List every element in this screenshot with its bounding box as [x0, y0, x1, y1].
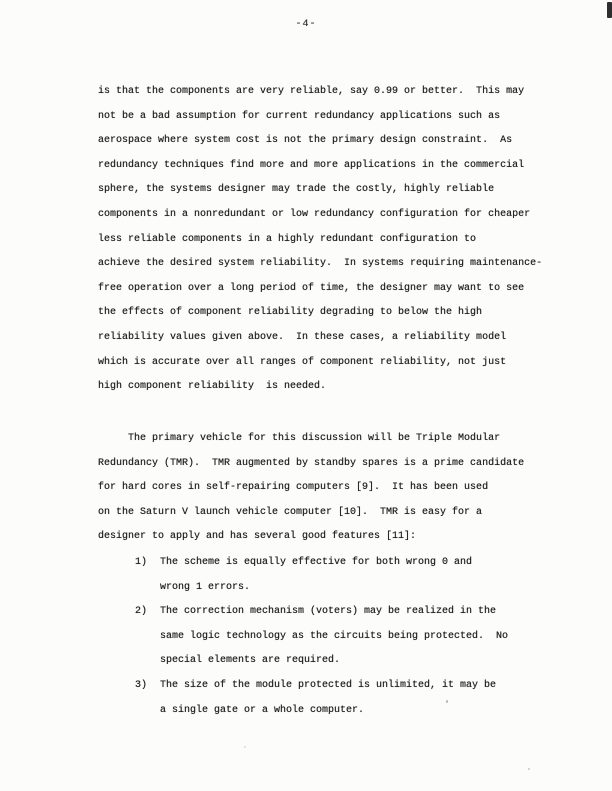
paragraph-1 [98, 80, 542, 400]
list-marker-spacer [135, 699, 160, 724]
list-text: The size of the module protected is unlimited, it may be [160, 679, 497, 691]
numbered-list [135, 551, 508, 723]
text-line: which is accurate over all ranges of component reliability, not just [98, 356, 507, 368]
text-line: Redundancy (TMR). TMR augmented by standby spares is a prime candidate [98, 457, 525, 469]
text-line: achieve the desired system reliability. In systems requiring maintenance- [98, 258, 543, 270]
text-line: sphere, the systems designer may trade the costly, highly reliable [98, 184, 495, 196]
list-text: The correction mechanism (voters) may be realized in the [160, 606, 497, 618]
paragraph-2 [98, 427, 524, 550]
text-line: aerospace where system cost is not the primary design constraint. As [98, 135, 513, 147]
scan-speck [446, 700, 448, 703]
list-item-2-line [135, 649, 508, 674]
list-item-1-line [135, 576, 508, 601]
list-text: special elements are required. [160, 655, 341, 667]
list-text: a single gate or a whole computer. [160, 704, 365, 716]
text-line: free operation over a long period of time, the designer may want to see [98, 282, 525, 294]
list-marker: 3) [135, 679, 148, 691]
list-marker-spacer [135, 649, 160, 674]
list-text: wrong 1 errors. [160, 581, 251, 593]
text-line: on the Saturn V launch vehicle computer [10]. TMR is easy for a [98, 506, 483, 518]
list-item-2-line [135, 600, 508, 625]
text-line: designer to apply and has several good features [11]: [98, 531, 417, 543]
list-item-2-line [135, 625, 508, 650]
text-line: less reliable components in a highly redundant configuration to [98, 233, 477, 245]
page-number: -4- [295, 19, 317, 30]
list-marker-spacer [135, 625, 160, 650]
list-marker: 2) [135, 606, 148, 618]
text-line: is that the components are very reliable, say 0.99 or better. This may [98, 86, 525, 97]
list-marker: 1) [135, 557, 148, 568]
text-line: not be a bad assumption for current redundancy applications such as [98, 110, 501, 122]
text-line: components in a nonredundant or low redundancy configuration for cheaper [98, 208, 531, 220]
text-line: the effects of component reliability degrading to below the high [98, 307, 483, 319]
scan-speck [528, 768, 530, 770]
text-line: for hard cores in self-repairing computers [9]. It has been used [98, 482, 489, 494]
text-line: high component reliability is needed. [98, 381, 327, 393]
scan-artifact-mark [607, 2, 612, 18]
list-text: same logic technology as the circuits being protected. No [160, 630, 509, 642]
text-line: The primary vehicle for this discussion will be Triple Modular [98, 433, 501, 444]
list-item-3-line [135, 674, 508, 699]
list-text: The scheme is equally effective for both wrong 0 and [160, 557, 473, 568]
text-line: redundancy techniques find more and more applications in the commercial [98, 159, 525, 171]
scan-speck [244, 746, 246, 748]
list-marker-spacer [135, 576, 160, 601]
list-item-1-line [135, 551, 508, 576]
list-item-3-line [135, 699, 508, 724]
text-line: reliability values given above. In these cases, a reliability model [98, 331, 507, 343]
